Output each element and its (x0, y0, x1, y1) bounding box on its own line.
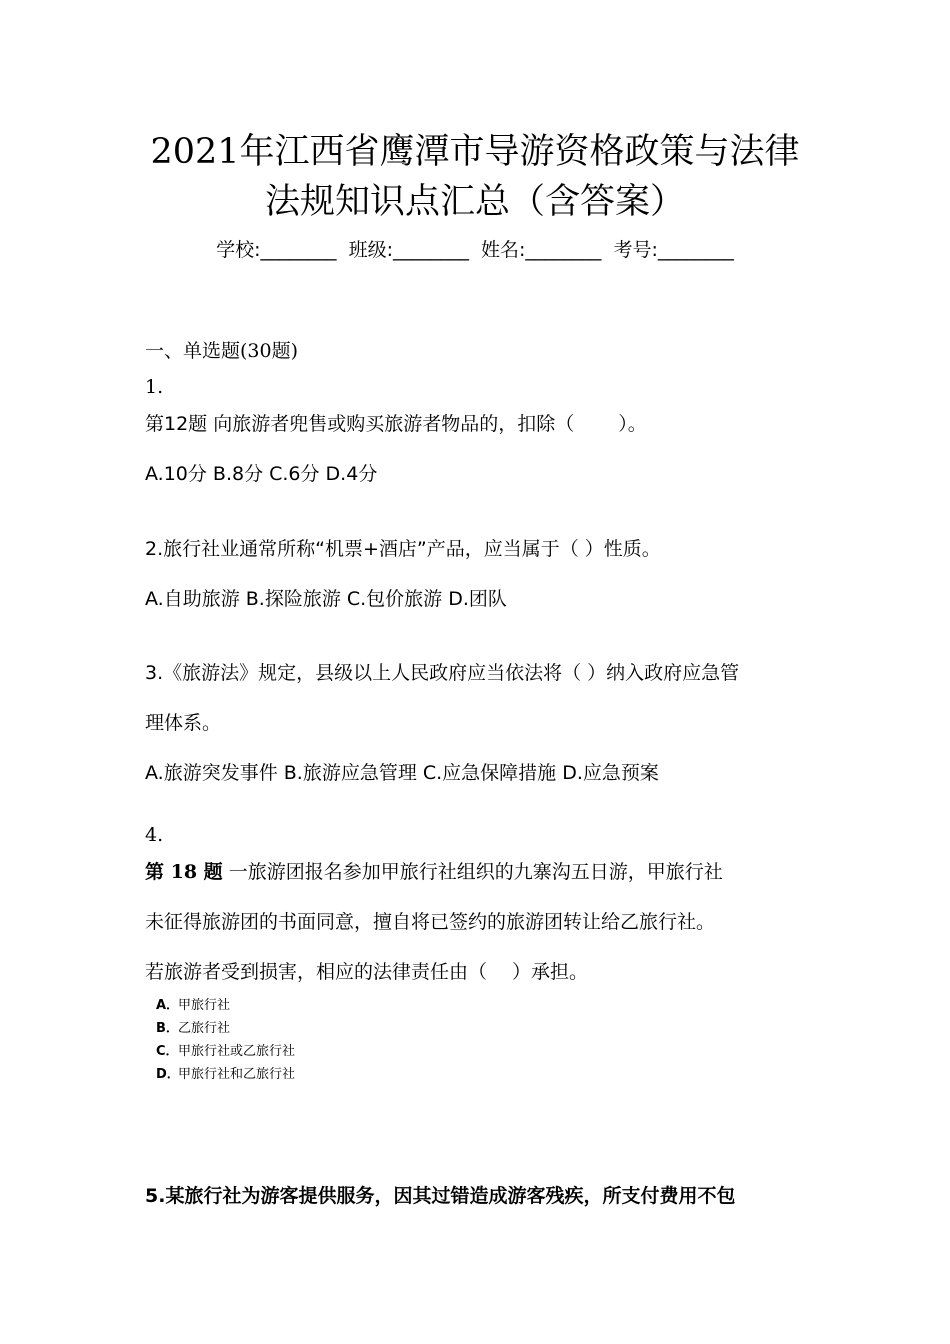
name-field: 姓名:________ (481, 239, 602, 261)
question-4-stem-text: 一旅游团报名参加甲旅行社组织的九寨沟五日游，甲旅行社 (222, 861, 723, 883)
question-4-stem-line-3: 若旅游者受到损害，相应的法律责任由（ ）承担。 (145, 961, 589, 983)
question-4-option-d (156, 1065, 295, 1085)
option-text: 甲旅行社 (178, 998, 231, 1013)
question-1-stem: 第12题 向旅游者兜售或购买旅游者物品的，扣除（ ）。 (145, 413, 647, 435)
question-3-stem-line-1: 3.《旅游法》规定，县级以上人民政府应当依法将（ ）纳入政府应急管 (145, 662, 740, 684)
question-4-stem-line-1 (145, 858, 825, 886)
option-text: 甲旅行社和乙旅行社 (178, 1067, 296, 1082)
section-heading: 一、单选题(30题) (145, 340, 299, 362)
option-text: 乙旅行社 (178, 1021, 231, 1036)
question-4-option-c (156, 1042, 295, 1062)
question-3-stem-line-2: 理体系。 (145, 712, 222, 734)
document-title-line-2: 法规知识点汇总（含答案） (264, 182, 685, 222)
class-field: 班级:________ (348, 239, 469, 261)
question-4-stem-line-2: 未征得旅游团的书面同意，擅自将已签约的旅游团转让给乙旅行社。 (145, 911, 716, 933)
option-text: 甲旅行社或乙旅行社 (178, 1044, 296, 1059)
exam-number-field: 考号:________ (613, 239, 734, 261)
option-label: B． (156, 1021, 179, 1036)
option-label: D． (156, 1067, 180, 1082)
student-info-line (0, 236, 950, 264)
question-4-label: 第 18 题 (145, 861, 223, 883)
question-3-options: A.旅游突发事件 B.旅游应急管理 C.应急保障措施 D.应急预案 (145, 762, 659, 784)
question-1-number: 1. (145, 376, 164, 398)
option-label: C． (156, 1044, 179, 1059)
question-1-options: A.10分 B.8分 C.6分 D.4分 (145, 463, 378, 485)
question-4-number: 4. (145, 824, 164, 846)
question-4-option-b (156, 1019, 230, 1039)
question-5-stem-line-1: 5.某旅行社为游客提供服务，因其过错造成游客残疾，所支付费用不包 (145, 1185, 736, 1207)
question-2-options: A.自助旅游 B.探险旅游 C.包价旅游 D.团队 (145, 588, 507, 610)
question-4-option-a (156, 996, 230, 1016)
document-title-line-1: 2021年江西省鹰潭市导游资格政策与法律 (150, 132, 800, 172)
option-label: A． (156, 998, 180, 1013)
school-field: 学校:________ (216, 239, 337, 261)
question-2-stem: 2.旅行社业通常所称“机票+酒店”产品，应当属于（ ）性质。 (145, 538, 661, 560)
